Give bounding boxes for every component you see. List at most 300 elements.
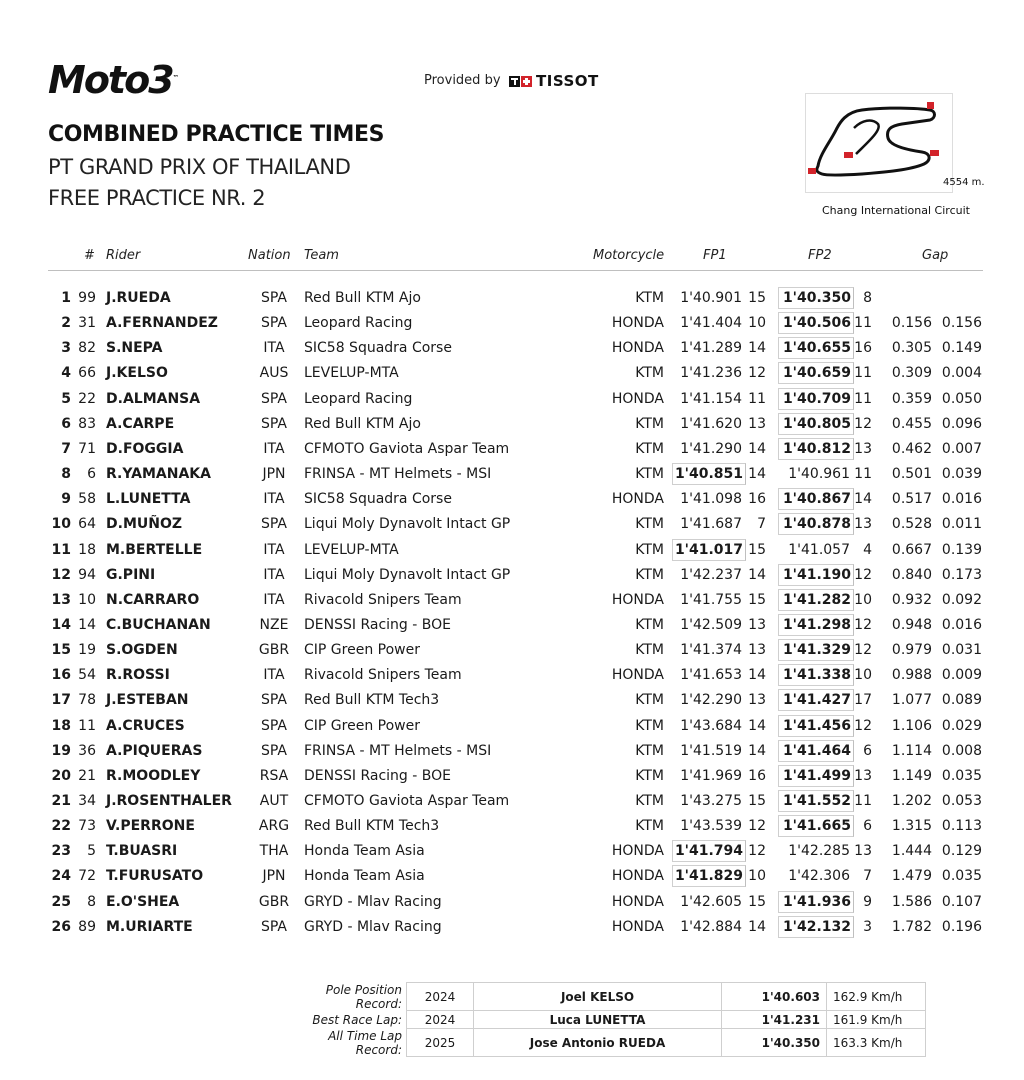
fp1-laps-cell: 13	[748, 616, 766, 633]
fp1-laps-cell: 16	[748, 491, 766, 508]
motorcycle-cell: KTM	[635, 818, 664, 835]
rider-number-cell: 94	[78, 566, 96, 583]
rider-name-cell: R.YAMANAKA	[106, 466, 211, 483]
fp1-laps-cell: 10	[748, 315, 766, 332]
table-row	[0, 461, 1024, 486]
motorcycle-cell: HONDA	[611, 315, 664, 332]
record-year: 2024	[407, 1011, 474, 1029]
motorcycle-cell: KTM	[635, 290, 664, 306]
fp1-time-cell: 1'43.275	[680, 793, 742, 809]
gap-previous-cell: 0.113	[941, 818, 982, 835]
fp2-time-cell: 1'41.282	[778, 589, 854, 611]
table-row	[0, 486, 1024, 511]
fp1-time-cell: 1'41.289	[680, 340, 742, 357]
table-row	[0, 863, 1024, 888]
fp2-time-cell: 1'40.867	[778, 488, 854, 510]
fp2-time-cell: 1'40.350	[778, 287, 854, 309]
gap-first-cell: 1.202	[891, 793, 932, 809]
table-row	[0, 436, 1024, 461]
fp1-laps-cell: 14	[748, 440, 766, 457]
rider-name-cell: V.PERRONE	[106, 818, 195, 835]
nation-cell: RSA	[259, 767, 289, 784]
fp2-laps-cell: 16	[854, 340, 872, 357]
rider-number-cell: 6	[87, 466, 96, 483]
rider-number-cell: 99	[78, 290, 96, 306]
gap-previous-cell: 0.016	[941, 616, 982, 633]
position-cell: 11	[51, 541, 71, 558]
position-cell: 26	[51, 918, 71, 935]
fp1-time-cell: 1'41.236	[680, 365, 742, 382]
rider-name-cell: T.BUASRI	[106, 843, 178, 860]
table-row	[0, 360, 1024, 385]
fp2-time-cell: 1'40.506	[778, 312, 854, 334]
motorcycle-cell: KTM	[635, 742, 664, 759]
col-header-motorcycle: Motorcycle	[593, 248, 665, 263]
table-row	[0, 285, 1024, 310]
fp2-time-cell: 1'40.878	[778, 513, 854, 535]
motorcycle-cell: KTM	[635, 365, 664, 382]
fp1-time-cell: 1'43.539	[680, 818, 742, 835]
session-name: FREE PRACTICE NR. 2	[48, 186, 266, 210]
fp1-laps-cell: 15	[748, 591, 766, 608]
rider-number-cell: 31	[78, 315, 96, 332]
col-header-fp2: FP2	[808, 248, 832, 263]
gap-previous-cell: 0.009	[941, 667, 982, 684]
team-cell: Rivacold Snipers Team	[304, 667, 462, 684]
rider-name-cell: D.ALMANSA	[106, 390, 201, 407]
gap-first-cell: 0.501	[891, 466, 932, 483]
team-cell: Red Bull KTM Ajo	[304, 415, 421, 432]
gap-previous-cell: 0.089	[941, 692, 982, 709]
motorcycle-cell: KTM	[635, 466, 664, 483]
gap-previous-cell: 0.035	[941, 868, 982, 885]
fp2-time-cell: 1'41.936	[778, 891, 854, 913]
fp1-time-cell: 1'41.017	[672, 539, 746, 561]
fp2-laps-cell: 13	[854, 516, 872, 533]
motorcycle-cell: KTM	[635, 692, 664, 709]
col-header-team: Team	[304, 248, 339, 263]
team-cell: Red Bull KTM Tech3	[304, 692, 440, 709]
motorcycle-cell: HONDA	[611, 340, 664, 357]
record-time: 1'41.231	[722, 1011, 827, 1029]
gap-first-cell: 0.455	[891, 415, 932, 432]
fp2-time-cell: 1'42.306	[788, 868, 850, 885]
fp1-time-cell: 1'41.098	[680, 491, 742, 508]
team-cell: Honda Team Asia	[304, 868, 425, 885]
position-cell: 14	[51, 616, 71, 633]
team-cell: LEVELUP-MTA	[304, 541, 399, 558]
motorcycle-cell: KTM	[635, 616, 664, 633]
record-rider: Luca LUNETTA	[474, 1011, 722, 1029]
nation-cell: ITA	[263, 440, 285, 457]
fp1-laps-cell: 13	[748, 415, 766, 432]
fp1-time-cell: 1'42.509	[680, 616, 742, 633]
gap-previous-cell: 0.007	[941, 440, 982, 457]
fp2-laps-cell: 11	[854, 365, 872, 382]
fp2-laps-cell: 3	[863, 918, 872, 935]
fp1-time-cell: 1'41.794	[672, 840, 746, 862]
team-cell: Liqui Moly Dynavolt Intact GP	[304, 566, 511, 583]
nation-cell: ITA	[263, 340, 285, 357]
position-cell: 17	[51, 692, 71, 709]
table-row	[0, 411, 1024, 436]
fp2-time-cell: 1'41.552	[778, 790, 854, 812]
fp2-laps-cell: 13	[854, 440, 872, 457]
nation-cell: ITA	[263, 591, 285, 608]
rider-name-cell: A.PIQUERAS	[106, 742, 203, 759]
rider-number-cell: 36	[78, 742, 96, 759]
fp2-time-cell: 1'41.338	[778, 664, 854, 686]
nation-cell: ITA	[263, 667, 285, 684]
record-year: 2024	[407, 983, 474, 1011]
position-cell: 7	[61, 440, 71, 457]
position-cell: 20	[51, 767, 71, 784]
fp1-laps-cell: 12	[748, 365, 766, 382]
fp2-time-cell: 1'40.709	[778, 388, 854, 410]
fp2-laps-cell: 12	[854, 616, 872, 633]
motorcycle-cell: HONDA	[611, 893, 664, 910]
fp1-laps-cell: 12	[748, 843, 766, 860]
fp1-laps-cell: 13	[748, 642, 766, 659]
table-row	[0, 763, 1024, 788]
rider-number-cell: 21	[78, 767, 96, 784]
rider-number-cell: 22	[78, 390, 96, 407]
fp2-time-cell: 1'40.659	[778, 362, 854, 384]
gap-first-cell: 0.979	[891, 642, 932, 659]
fp2-time-cell: 1'41.456	[778, 715, 854, 737]
rider-name-cell: T.FURUSATO	[106, 868, 204, 885]
rider-number-cell: 83	[78, 415, 96, 432]
motorcycle-cell: HONDA	[611, 868, 664, 885]
fp2-laps-cell: 4	[863, 541, 872, 558]
record-time: 1'40.603	[722, 983, 827, 1011]
gap-previous-cell: 0.129	[941, 843, 982, 860]
gap-previous-cell: 0.050	[941, 390, 982, 407]
col-header-gap: Gap	[922, 248, 949, 263]
gap-previous-cell: 0.004	[941, 365, 982, 382]
gap-previous-cell: 0.149	[941, 340, 982, 357]
fp2-laps-cell: 11	[854, 390, 872, 407]
position-cell: 12	[51, 566, 71, 583]
gap-previous-cell: 0.053	[941, 793, 982, 809]
fp1-laps-cell: 11	[748, 390, 766, 407]
position-cell: 9	[61, 491, 71, 508]
team-cell: CFMOTO Gaviota Aspar Team	[304, 440, 510, 457]
gap-previous-cell: 0.107	[941, 893, 982, 910]
nation-cell: JPN	[262, 868, 286, 885]
motorcycle-cell: HONDA	[611, 591, 664, 608]
position-cell: 1	[61, 290, 71, 306]
motorcycle-cell: KTM	[635, 440, 664, 457]
circuit-track-icon	[806, 94, 952, 192]
nation-cell: THA	[259, 843, 289, 860]
motorcycle-cell: KTM	[635, 415, 664, 432]
gap-previous-cell: 0.092	[941, 591, 982, 608]
gap-first-cell: 0.667	[891, 541, 932, 558]
gap-first-cell: 0.305	[891, 340, 932, 357]
table-row	[0, 738, 1024, 763]
event-name: PT GRAND PRIX OF THAILAND	[48, 155, 351, 179]
fp2-laps-cell: 6	[863, 742, 872, 759]
rider-name-cell: J.ROSENTHALER	[106, 793, 232, 809]
rider-name-cell: E.O'SHEA	[106, 893, 180, 910]
table-row	[0, 838, 1024, 863]
record-speed: 161.9 Km/h	[827, 1011, 926, 1029]
gap-previous-cell: 0.008	[941, 742, 982, 759]
table-row	[0, 511, 1024, 536]
fp2-laps-cell: 10	[854, 667, 872, 684]
fp1-time-cell: 1'41.829	[672, 865, 746, 887]
record-label: All Time Lap Record:	[328, 1028, 402, 1057]
gap-previous-cell: 0.096	[941, 415, 982, 432]
motorcycle-cell: HONDA	[611, 390, 664, 407]
nation-cell: GBR	[258, 893, 290, 910]
gap-first-cell: 0.528	[891, 516, 932, 533]
nation-cell: ITA	[263, 491, 285, 508]
record-speed: 162.9 Km/h	[827, 983, 926, 1011]
team-cell: LEVELUP-MTA	[304, 365, 399, 382]
gap-first-cell: 0.948	[891, 616, 932, 633]
rider-name-cell: J.KELSO	[106, 365, 168, 382]
position-cell: 4	[61, 365, 71, 382]
gap-previous-cell: 0.156	[941, 315, 982, 332]
position-cell: 3	[61, 340, 71, 357]
motorcycle-cell: KTM	[635, 516, 664, 533]
table-row	[0, 813, 1024, 838]
gap-first-cell: 0.359	[891, 390, 932, 407]
fp1-laps-cell: 10	[748, 868, 766, 885]
fp2-time-cell: 1'41.298	[778, 614, 854, 636]
position-cell: 2	[61, 315, 71, 332]
table-row	[0, 662, 1024, 687]
nation-cell: AUS	[259, 365, 289, 382]
team-cell: CIP Green Power	[304, 717, 420, 734]
team-cell: Rivacold Snipers Team	[304, 591, 462, 608]
nation-cell: JPN	[262, 466, 286, 483]
circuit-name: Chang International Circuit	[822, 204, 970, 217]
rider-name-cell: A.CRUCES	[106, 717, 185, 734]
record-row	[280, 983, 926, 1011]
col-header-num: #	[84, 248, 95, 263]
table-row	[0, 713, 1024, 738]
fp2-time-cell: 1'42.132	[778, 916, 854, 938]
table-row	[0, 889, 1024, 914]
rider-name-cell: M.BERTELLE	[106, 541, 203, 558]
rider-name-cell: G.PINI	[106, 566, 156, 583]
gap-previous-cell: 0.173	[941, 566, 982, 583]
nation-cell: SPA	[260, 415, 287, 432]
fp1-time-cell: 1'42.605	[680, 893, 742, 910]
team-cell: CIP Green Power	[304, 642, 420, 659]
rider-number-cell: 58	[78, 491, 96, 508]
team-cell: DENSSI Racing - BOE	[304, 767, 451, 784]
team-cell: Red Bull KTM Ajo	[304, 290, 421, 306]
team-cell: Liqui Moly Dynavolt Intact GP	[304, 516, 511, 533]
rider-name-cell: N.CARRARO	[106, 591, 200, 608]
fp2-laps-cell: 6	[863, 818, 872, 835]
fp2-time-cell: 1'41.427	[778, 689, 854, 711]
records-table	[280, 982, 926, 1057]
fp1-laps-cell: 14	[748, 566, 766, 583]
motorcycle-cell: HONDA	[611, 667, 664, 684]
fp2-time-cell: 1'40.812	[778, 438, 854, 460]
fp1-time-cell: 1'41.154	[680, 390, 742, 407]
rider-name-cell: J.RUEDA	[106, 290, 171, 306]
gap-previous-cell: 0.196	[941, 918, 982, 935]
table-row	[0, 335, 1024, 360]
gap-first-cell: 0.517	[891, 491, 932, 508]
rider-number-cell: 8	[87, 893, 96, 910]
fp1-time-cell: 1'42.237	[680, 566, 742, 583]
motorcycle-cell: KTM	[635, 793, 664, 809]
fp2-time-cell: 1'40.805	[778, 413, 854, 435]
fp2-laps-cell: 11	[854, 466, 872, 483]
gap-first-cell: 1.479	[891, 868, 932, 885]
nation-cell: ITA	[263, 541, 285, 558]
fp1-time-cell: 1'42.290	[680, 692, 742, 709]
gap-first-cell: 0.309	[891, 365, 932, 382]
fp2-laps-cell: 13	[854, 843, 872, 860]
nation-cell: GBR	[258, 642, 290, 659]
record-speed: 163.3 Km/h	[827, 1029, 926, 1057]
team-cell: CFMOTO Gaviota Aspar Team	[304, 793, 510, 809]
gap-first-cell: 0.932	[891, 591, 932, 608]
fp1-time-cell: 1'41.687	[680, 516, 742, 533]
rider-name-cell: A.FERNANDEZ	[106, 315, 218, 332]
gap-first-cell: 1.782	[891, 918, 932, 935]
motorcycle-cell: KTM	[635, 541, 664, 558]
gap-first-cell: 1.586	[891, 893, 932, 910]
fp2-time-cell: 1'41.057	[788, 541, 850, 558]
motorcycle-cell: HONDA	[611, 491, 664, 508]
fp1-time-cell: 1'41.620	[680, 415, 742, 432]
fp1-laps-cell: 14	[748, 667, 766, 684]
rider-number-cell: 14	[78, 616, 96, 633]
fp2-laps-cell: 7	[863, 868, 872, 885]
motorcycle-cell: HONDA	[611, 918, 664, 935]
gap-first-cell: 1.444	[891, 843, 932, 860]
record-row	[280, 1011, 926, 1029]
gap-first-cell: 0.988	[891, 667, 932, 684]
fp2-laps-cell: 12	[854, 717, 872, 734]
nation-cell: SPA	[260, 315, 287, 332]
rider-name-cell: J.ESTEBAN	[106, 692, 189, 709]
rider-name-cell: M.URIARTE	[106, 918, 193, 935]
motorcycle-cell: KTM	[635, 767, 664, 784]
fp1-time-cell: 1'40.851	[672, 463, 746, 485]
fp1-time-cell: 1'42.884	[680, 918, 742, 935]
table-row	[0, 386, 1024, 411]
nation-cell: SPA	[260, 290, 287, 306]
table-row	[0, 914, 1024, 939]
team-cell: Honda Team Asia	[304, 843, 425, 860]
rider-name-cell: R.MOODLEY	[106, 767, 201, 784]
table-row	[0, 687, 1024, 712]
gap-previous-cell: 0.031	[941, 642, 982, 659]
rider-number-cell: 64	[78, 516, 96, 533]
table-row	[0, 788, 1024, 813]
header-divider	[48, 270, 983, 271]
rider-name-cell: S.OGDEN	[106, 642, 178, 659]
fp1-laps-cell: 14	[748, 742, 766, 759]
col-header-rider: Rider	[106, 248, 141, 263]
fp1-laps-cell: 12	[748, 818, 766, 835]
gap-previous-cell: 0.016	[941, 491, 982, 508]
nation-cell: SPA	[260, 692, 287, 709]
fp2-laps-cell: 12	[854, 642, 872, 659]
nation-cell: SPA	[260, 390, 287, 407]
rider-number-cell: 73	[78, 818, 96, 835]
fp1-laps-cell: 15	[748, 541, 766, 558]
fp2-laps-cell: 17	[854, 692, 872, 709]
col-header-nation: Nation	[248, 248, 291, 263]
record-year: 2025	[407, 1029, 474, 1057]
tissot-label: TISSOT	[536, 72, 599, 90]
fp2-laps-cell: 9	[863, 893, 872, 910]
record-label: Pole Position Record:	[325, 982, 402, 1011]
nation-cell: SPA	[260, 742, 287, 759]
gap-previous-cell: 0.139	[941, 541, 982, 558]
motorcycle-cell: KTM	[635, 717, 664, 734]
fp1-time-cell: 1'40.901	[680, 290, 742, 306]
fp2-time-cell: 1'41.665	[778, 815, 854, 837]
rider-number-cell: 11	[78, 717, 96, 734]
position-cell: 13	[51, 591, 71, 608]
fp2-time-cell: 1'41.499	[778, 765, 854, 787]
gap-previous-cell: 0.011	[941, 516, 982, 533]
gap-previous-cell: 0.039	[941, 466, 982, 483]
position-cell: 6	[61, 415, 71, 432]
rider-name-cell: D.MUÑOZ	[106, 516, 183, 533]
team-cell: SIC58 Squadra Corse	[304, 491, 452, 508]
gap-first-cell: 1.149	[891, 767, 932, 784]
nation-cell: AUT	[259, 793, 289, 809]
fp1-time-cell: 1'41.374	[680, 642, 742, 659]
circuit-map	[805, 93, 953, 193]
fp2-laps-cell: 13	[854, 767, 872, 784]
tissot-cross-icon	[509, 76, 532, 87]
rider-name-cell: C.BUCHANAN	[106, 616, 211, 633]
fp2-laps-cell: 12	[854, 566, 872, 583]
fp2-laps-cell: 11	[854, 315, 872, 332]
fp1-laps-cell: 14	[748, 340, 766, 357]
position-cell: 15	[51, 642, 71, 659]
rider-number-cell: 66	[78, 365, 96, 382]
fp1-laps-cell: 14	[748, 466, 766, 483]
rider-number-cell: 82	[78, 340, 96, 357]
position-cell: 5	[61, 390, 71, 407]
fp1-laps-cell: 16	[748, 767, 766, 784]
circuit-length: 4554 m.	[943, 177, 985, 188]
fp1-laps-cell: 13	[748, 692, 766, 709]
fp1-time-cell: 1'41.404	[680, 315, 742, 332]
fp1-laps-cell: 15	[748, 793, 766, 809]
fp1-laps-cell: 7	[757, 516, 766, 533]
rider-number-cell: 19	[78, 642, 96, 659]
position-cell: 24	[51, 868, 71, 885]
nation-cell: SPA	[260, 516, 287, 533]
team-cell: GRYD - Mlav Racing	[304, 918, 442, 935]
nation-cell: SPA	[260, 717, 287, 734]
rider-number-cell: 10	[78, 591, 96, 608]
position-cell: 22	[51, 818, 71, 835]
fp2-laps-cell: 8	[863, 290, 872, 306]
fp1-time-cell: 1'41.290	[680, 440, 742, 457]
fp2-time-cell: 1'40.655	[778, 337, 854, 359]
team-cell: FRINSA - MT Helmets - MSI	[304, 466, 492, 483]
position-cell: 16	[51, 667, 71, 684]
gap-first-cell: 0.840	[891, 566, 932, 583]
